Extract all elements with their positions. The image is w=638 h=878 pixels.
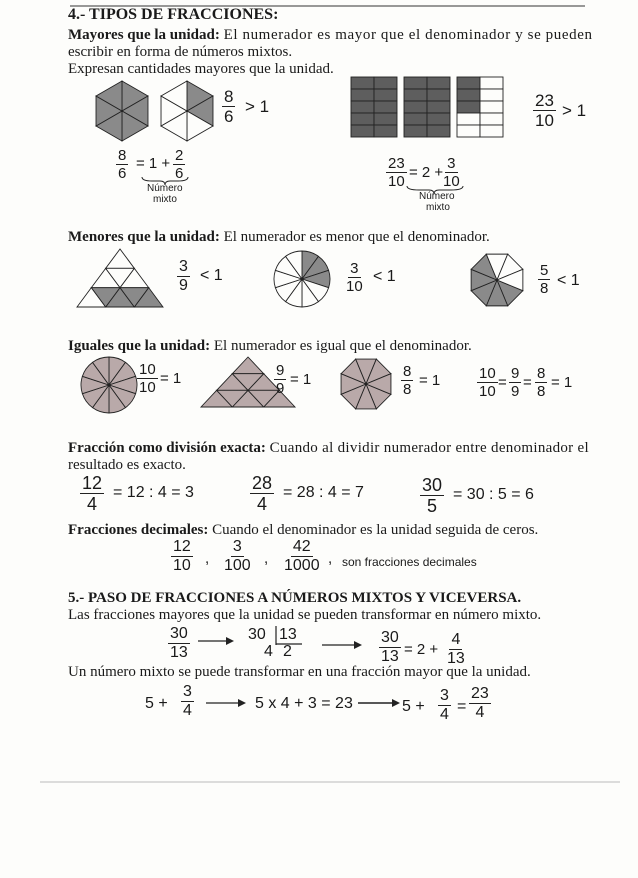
circle-tenths-figure: [272, 249, 332, 309]
mixed2-fraction: $\frac{23}{10}$: [388, 155, 405, 190]
grid-cell: [480, 113, 503, 125]
triangle-a-cell: [106, 249, 135, 268]
mayores-line-1: [68, 27, 593, 44]
s5-fraction-23-4: $\frac{23}{4}$: [471, 685, 489, 721]
fraction-8-8: $\frac{8}{8}$: [403, 363, 412, 398]
triangle-thirds-figure: [75, 247, 165, 309]
mixed2-eq: = 2 +: [409, 164, 444, 181]
grid-cell: [351, 89, 374, 101]
arrow-icon-2: [322, 640, 362, 650]
rel-eq-1a: = 1: [160, 370, 182, 387]
long-division-bracket: [274, 625, 304, 647]
grid-cell: [457, 113, 480, 125]
fraction-23-10: $\frac{23}{10}$: [535, 91, 554, 130]
grid-cell: [427, 89, 450, 101]
grid-cell: [374, 89, 397, 101]
s5-eq-2: =: [457, 698, 467, 715]
rel-less-1c: < 1: [557, 272, 580, 289]
grid-cell: [457, 125, 480, 137]
chain-eq-1: =: [498, 374, 507, 391]
grid-cell: [480, 125, 503, 137]
fraction-3-10: $\frac{3}{10}$: [346, 260, 363, 295]
grid-cell: [457, 77, 480, 89]
grid-cell: [404, 101, 427, 113]
div-fraction-12-4: $\frac{12}{4}$: [82, 473, 103, 514]
grid-cell: [457, 101, 480, 113]
long-div-remainder: 4: [264, 643, 273, 660]
grid-cell: [404, 125, 427, 137]
s5-calc: 5 x 4 + 3 = 23: [255, 695, 353, 712]
rel-less-1a: < 1: [200, 267, 223, 284]
section-5-title: 5.- PASO DE FRACCIONES A NÚMEROS MIXTOS Y VICEVERSA.: [68, 590, 522, 606]
mixed2-caption-1: Número: [419, 191, 455, 202]
mixed1-caption-2: mixto: [153, 194, 177, 205]
dec-sep-1: ,: [205, 550, 210, 567]
grid-cell: [427, 77, 450, 89]
section-5-text-2: Un número mixto se puede transformar en una fracción mayor que la unidad.: [68, 664, 531, 680]
mixed2-caption-2: mixto: [426, 202, 450, 213]
arrow-icon-3: [206, 698, 246, 708]
grid-cell: [404, 77, 427, 89]
division-line-1: [68, 440, 589, 457]
grid-cell: [374, 101, 397, 113]
division-text-2: resultado es exacto.: [68, 457, 186, 473]
grid-cell: [374, 77, 397, 89]
grid-cell: [427, 125, 450, 137]
circle-full-figure: [80, 356, 138, 414]
s5-eq-1: = 2 +: [404, 641, 439, 658]
grid-cell: [457, 89, 480, 101]
rel-eq-1b: = 1: [290, 371, 312, 388]
grid-cell: [351, 125, 374, 137]
grid-cell: [351, 113, 374, 125]
grid-figures: [351, 77, 503, 139]
rel-greater-1: > 1: [245, 97, 270, 116]
s5-fraction-3-4b: $\frac{3}{4}$: [440, 687, 449, 723]
fraction-3-9: $\frac{3}{9}$: [179, 258, 188, 294]
grid-cell: [351, 101, 374, 113]
s5-lead-1: 5 +: [145, 695, 168, 712]
fraction-8-6: $\frac{8}{6}$: [224, 87, 234, 126]
mayores-text-2: escribir en forma de números mixtos.: [68, 44, 293, 60]
grid-cell: [374, 113, 397, 125]
mixed1-eq: = 1 +: [136, 155, 171, 172]
dec-sep-2: ,: [264, 550, 269, 567]
grid-cell: [427, 101, 450, 113]
grid-cell: [351, 77, 374, 89]
octagon-full-figure: [338, 356, 394, 412]
grid-cell: [480, 89, 503, 101]
chain-rel: = 1: [551, 374, 573, 391]
div-expr-3: = 30 : 5 = 6: [453, 486, 534, 503]
mayores-text-3: Expresan cantidades mayores que la unidad.: [68, 61, 334, 77]
chain-f1: $\frac{10}{10}$: [479, 365, 496, 400]
section-5-text-1: Las fracciones mayores que la unidad se pueden transformar en número mixto.: [68, 607, 542, 623]
fraction-9-9: $\frac{9}{9}$: [276, 362, 285, 397]
decimales-line: [68, 522, 538, 539]
long-div-divisor: 13: [279, 626, 297, 643]
div-fraction-28-4: $\frac{28}{4}$: [252, 473, 273, 514]
s5-fraction-30-13: $\frac{30}{13}$: [170, 625, 188, 661]
dec-fraction-1: $\frac{12}{10}$: [173, 538, 191, 574]
iguales-text: El numerador es igual que el denominador.: [213, 338, 472, 354]
chain-eq-2: =: [523, 374, 532, 391]
dec-suffix: son fracciones decimales: [342, 555, 477, 569]
mayores-text-1: El numerador es mayor que el denominador y se pueden: [223, 27, 593, 43]
dec-fraction-3: $\frac{42}{1000}$: [284, 538, 320, 574]
grid-cell: [374, 125, 397, 137]
mayores-label: Mayores que la unidad:: [68, 27, 220, 43]
fraction-10-10: $\frac{10}{10}$: [139, 361, 156, 396]
s5-fraction-4-13: $\frac{4}{13}$: [447, 631, 465, 667]
long-div-dividend: 30: [248, 626, 266, 643]
div-expr-1: = 12 : 4 = 3: [113, 484, 194, 501]
rel-greater-1b: > 1: [562, 101, 587, 120]
rel-eq-1c: = 1: [419, 372, 441, 389]
grid-cell: [404, 89, 427, 101]
s5-lead-2: 5 +: [402, 698, 425, 715]
div-fraction-30-5: $\frac{30}{5}$: [422, 475, 443, 516]
triangle-b-cell: [232, 357, 263, 374]
hexagon-full-figure: [90, 79, 154, 143]
iguales-line: [68, 338, 472, 355]
hexagon-partial-figure: [155, 79, 219, 143]
mixed1-fraction: $\frac{8}{6}$: [118, 147, 127, 182]
menores-line: [68, 229, 490, 246]
menores-label: Menores que la unidad:: [68, 229, 220, 245]
menores-text: El numerador es menor que el denominador.: [223, 229, 490, 245]
dec-fraction-2: $\frac{3}{100}$: [224, 538, 251, 574]
iguales-label: Iguales que la unidad:: [68, 338, 211, 354]
mixed2-part: $\frac{3}{10}$: [443, 155, 460, 190]
decimales-text: Cuando el denominador es la unidad seguida de ceros.: [212, 522, 539, 538]
long-div-quotient: 2: [283, 643, 292, 660]
grid-cell: [404, 113, 427, 125]
s5-fraction-30-13b: $\frac{30}{13}$: [381, 629, 399, 665]
division-text-1: Cuando al dividir numerador entre denominador el: [269, 440, 589, 456]
grid-cell: [480, 77, 503, 89]
dec-sep-3: ,: [328, 550, 333, 567]
grid-cell: [480, 101, 503, 113]
rel-less-1b: < 1: [373, 268, 396, 285]
mixed1-caption-1: Número: [147, 183, 183, 194]
mixed1-part: $\frac{2}{6}$: [175, 147, 184, 182]
arrow-icon-1: [198, 636, 234, 646]
section-4-title: 4.- TIPOS DE FRACCIONES:: [68, 6, 279, 23]
arrow-icon-4: [358, 698, 400, 708]
fraction-5-8: $\frac{5}{8}$: [540, 262, 549, 297]
s5-fraction-3-4: $\frac{3}{4}$: [183, 683, 192, 719]
chain-f2: $\frac{9}{9}$: [511, 365, 520, 400]
bottom-rule: [0, 780, 638, 784]
decimales-label: Fracciones decimales:: [68, 522, 209, 538]
div-expr-2: = 28 : 4 = 7: [283, 484, 364, 501]
octagon-fifths-figure: [468, 251, 526, 309]
grid-cell: [427, 113, 450, 125]
division-label: Fracción como división exacta:: [68, 440, 266, 456]
chain-f3: $\frac{8}{8}$: [537, 365, 546, 400]
